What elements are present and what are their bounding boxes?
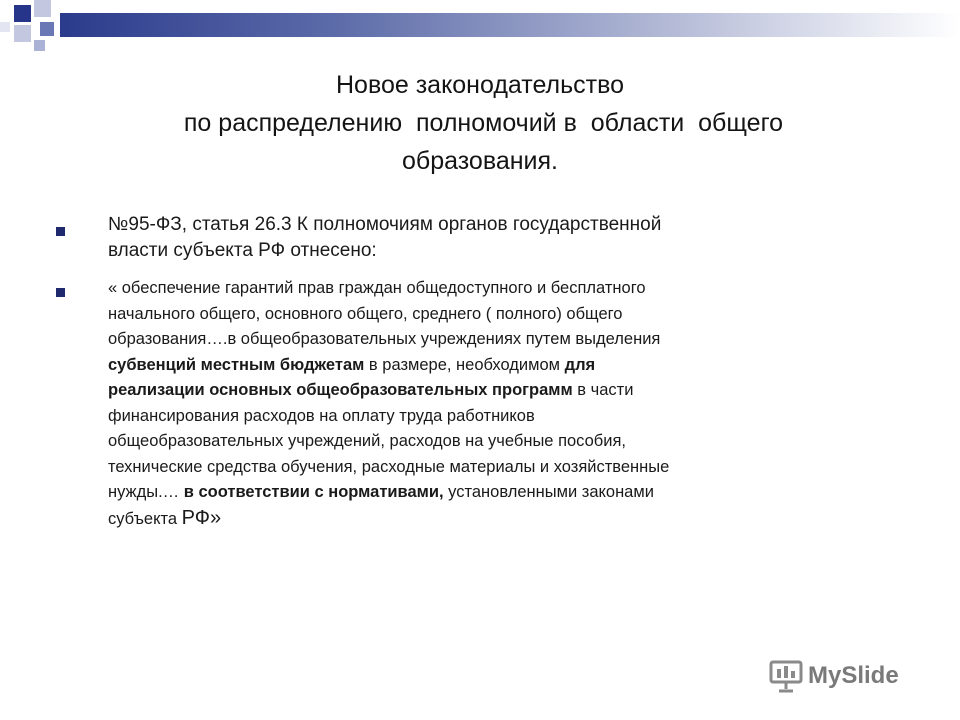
item2-line-4-mid: в размере, необходимом	[364, 355, 565, 374]
list-item-2-text	[108, 276, 878, 532]
item2-line-9-start: нужды.…	[108, 483, 184, 501]
item2-line-8: технические средства обучения, расходные материалы и хозяйственные	[108, 457, 670, 476]
corner-square-3	[14, 25, 31, 42]
bold-word-dlya: для	[564, 355, 596, 374]
bullet-square-icon	[56, 227, 65, 236]
corner-square-2	[34, 0, 51, 17]
item2-line-5-rest: в части	[572, 381, 634, 399]
presentation-board-icon	[768, 658, 804, 694]
item2-line-1: « обеспечение гарантий прав граждан общедоступного и бесплатного	[108, 279, 646, 297]
bold-phrase-programs: реализации основных общеобразовательных программ	[108, 381, 573, 399]
title-line-3: образования.	[402, 147, 558, 175]
corner-square-4	[40, 22, 54, 36]
item2-line-4	[108, 353, 878, 379]
item2-line-2: начального общего, основного общего, среднего ( полного) общего	[108, 304, 623, 323]
corner-square-6	[0, 22, 10, 32]
item2-line-7: общеобразовательных учреждений, расходов на учебные пособия,	[108, 432, 626, 450]
title-line-2: по распределению полномочий в области общего	[176, 109, 784, 137]
item1-line-2: власти субъекта РФ отнесено:	[108, 240, 377, 261]
watermark-text: MySlide	[808, 662, 899, 689]
item2-line-6: финансирования расходов на оплату труда работников	[108, 406, 535, 425]
corner-square-1	[14, 5, 31, 22]
corner-square-5	[34, 40, 45, 51]
myslide-watermark	[768, 656, 938, 696]
list-item-1-text	[108, 212, 878, 264]
header-bar	[60, 13, 960, 37]
item2-line-9	[108, 480, 878, 506]
item2-line-10	[108, 506, 878, 533]
slide-title	[40, 66, 920, 180]
item2-line-3: образования….в общеобразовательных учреждениях путем выделения	[108, 330, 661, 348]
title-line-1: Новое законодательство	[335, 71, 624, 99]
bold-phrase-normatives: в соответствии с нормативами,	[183, 483, 444, 501]
item2-line-5	[108, 378, 878, 404]
item2-line-10-rf: РФ»	[181, 506, 222, 529]
item2-line-9-rest: установленными законами	[443, 483, 654, 501]
item1-line-1: №95-ФЗ, статья 26.3 К полномочиям органов государственной	[108, 214, 662, 235]
bold-phrase-subventions: субвенций местным бюджетам	[108, 355, 365, 374]
item2-line-10-start: субъекта	[108, 509, 182, 528]
bullet-square-icon	[56, 288, 65, 297]
